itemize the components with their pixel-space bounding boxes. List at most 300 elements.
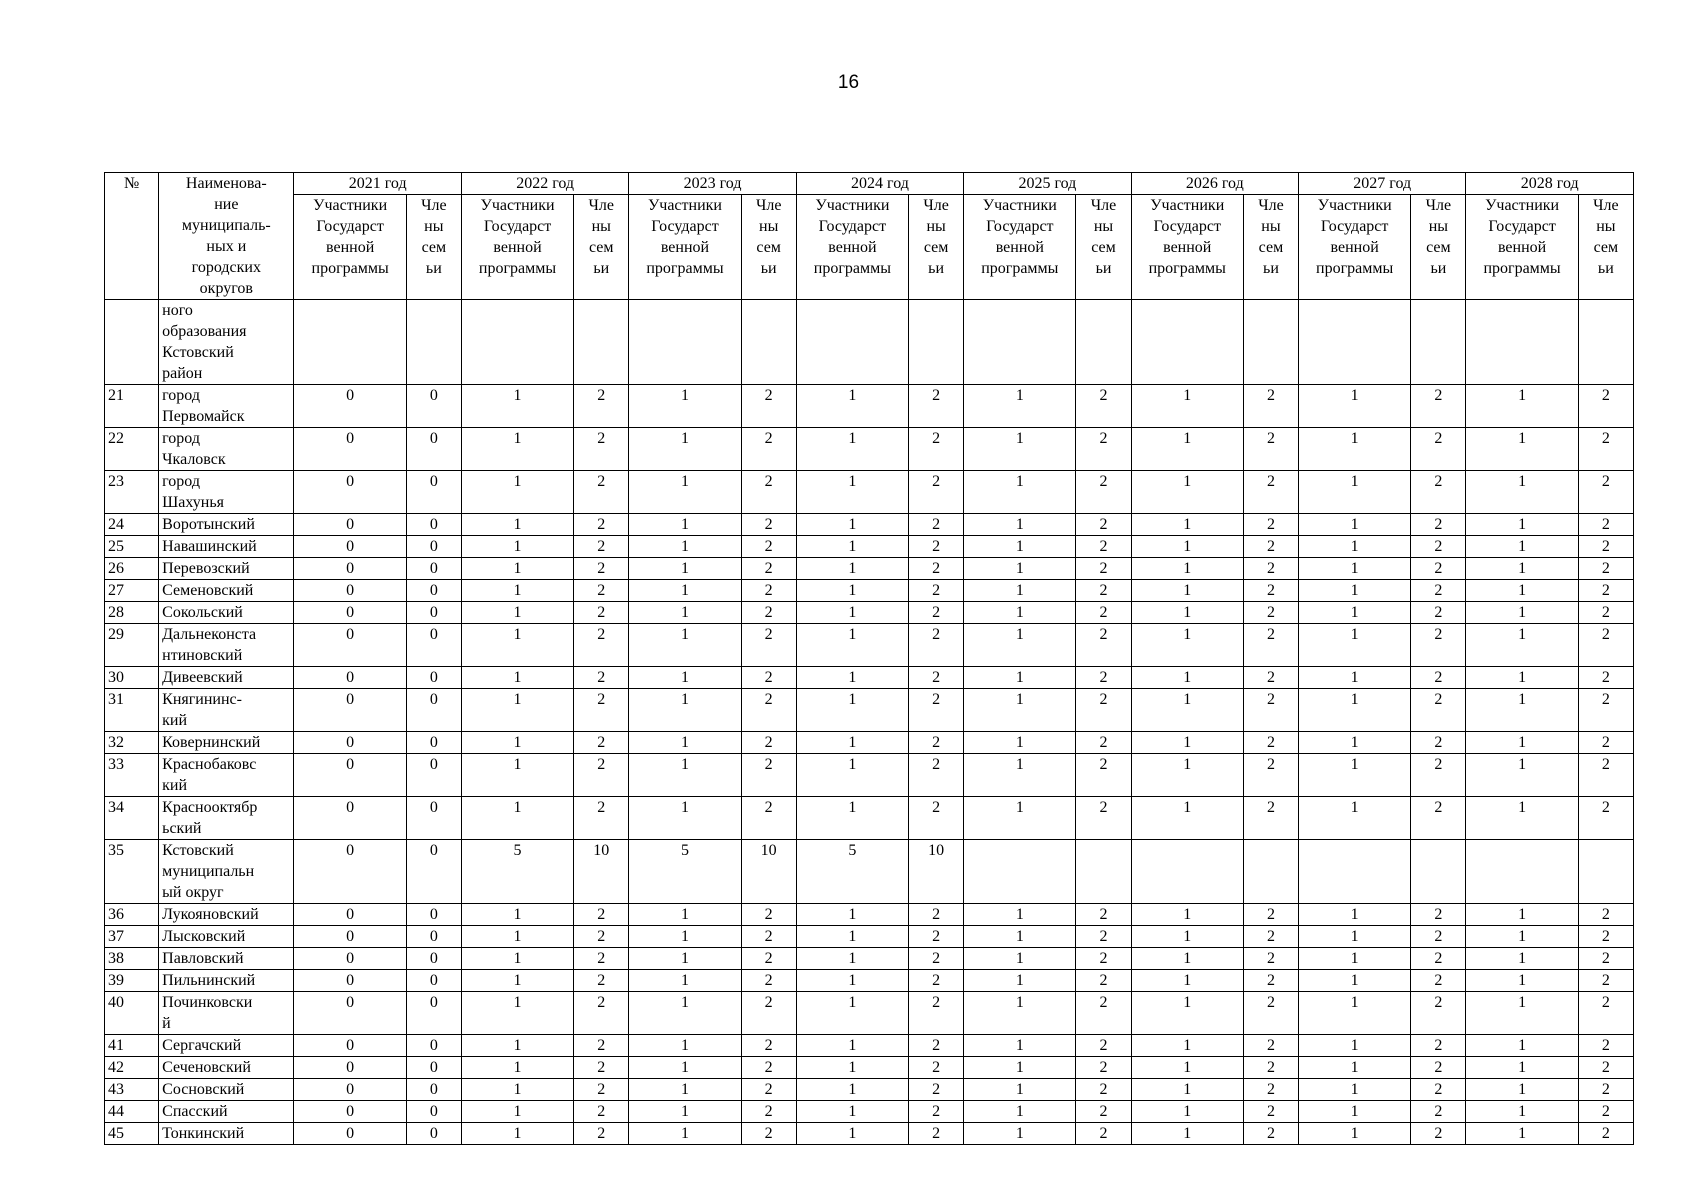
participants-value: 1 xyxy=(964,558,1076,580)
family-members-value: 10 xyxy=(909,840,964,904)
participants-value: 1 xyxy=(1131,754,1243,797)
participants-value: 1 xyxy=(1299,624,1411,667)
family-members-value: 2 xyxy=(1578,754,1633,797)
participants-value: 1 xyxy=(629,689,741,732)
family-members-value: 0 xyxy=(406,1035,461,1057)
table-row xyxy=(105,840,1634,904)
family-members-value: 2 xyxy=(909,992,964,1035)
family-members-value: 2 xyxy=(1076,689,1131,732)
family-members-value: 2 xyxy=(909,602,964,624)
participants-value: 1 xyxy=(796,797,908,840)
participants-value: 1 xyxy=(1299,1079,1411,1101)
family-members-value: 0 xyxy=(406,558,461,580)
participants-value: 1 xyxy=(1299,514,1411,536)
participants-value: 1 xyxy=(1299,428,1411,471)
family-members-value: 2 xyxy=(909,1101,964,1123)
family-members-value: 2 xyxy=(741,1057,796,1079)
municipality-name: Починковски й xyxy=(159,992,294,1035)
participants-value: 1 xyxy=(629,385,741,428)
family-members-value: 2 xyxy=(1243,558,1298,580)
row-number: 22 xyxy=(105,428,159,471)
participants-value: 1 xyxy=(796,1101,908,1123)
participants-value: 0 xyxy=(294,428,406,471)
participants-value: 0 xyxy=(294,732,406,754)
participants-value: 0 xyxy=(294,558,406,580)
participants-value: 1 xyxy=(1131,1079,1243,1101)
participants-value: 1 xyxy=(461,689,573,732)
family-members-value: 0 xyxy=(406,732,461,754)
participants-value: 1 xyxy=(1466,514,1578,536)
participants-value: 1 xyxy=(1466,797,1578,840)
participants-value: 1 xyxy=(1466,602,1578,624)
family-members-value xyxy=(1076,300,1131,385)
table-row xyxy=(105,667,1634,689)
municipality-name: Семеновский xyxy=(159,580,294,602)
family-members-value: 0 xyxy=(406,580,461,602)
family-members-value: 2 xyxy=(909,732,964,754)
family-members-value: 2 xyxy=(1076,948,1131,970)
table-row xyxy=(105,754,1634,797)
family-members-value: 2 xyxy=(1411,536,1466,558)
family-members-value: 2 xyxy=(909,558,964,580)
participants-value: 1 xyxy=(964,1123,1076,1145)
participants-value: 0 xyxy=(294,970,406,992)
family-members-value: 2 xyxy=(1578,428,1633,471)
participants-value: 1 xyxy=(629,667,741,689)
family-members-value: 2 xyxy=(1578,385,1633,428)
participants-value: 1 xyxy=(964,992,1076,1035)
participants-value: 1 xyxy=(1131,558,1243,580)
row-number: 27 xyxy=(105,580,159,602)
participants-value: 1 xyxy=(796,514,908,536)
participants-value: 1 xyxy=(1466,992,1578,1035)
participants-value: 1 xyxy=(629,754,741,797)
participants-value: 1 xyxy=(1131,970,1243,992)
family-members-value: 2 xyxy=(909,580,964,602)
participants-value: 1 xyxy=(964,970,1076,992)
family-members-value: 2 xyxy=(1411,992,1466,1035)
family-members-value: 2 xyxy=(1578,948,1633,970)
family-members-value: 2 xyxy=(1076,732,1131,754)
participants-value xyxy=(1131,840,1243,904)
participants-value: 1 xyxy=(1466,471,1578,514)
family-members-value: 2 xyxy=(574,1057,629,1079)
participants-value: 1 xyxy=(796,471,908,514)
row-number: 24 xyxy=(105,514,159,536)
family-members-value: 2 xyxy=(1411,514,1466,536)
row-number: 36 xyxy=(105,904,159,926)
participants-value: 1 xyxy=(1131,602,1243,624)
table-row xyxy=(105,992,1634,1035)
table-row xyxy=(105,471,1634,514)
municipality-name: Краснобаковс кий xyxy=(159,754,294,797)
municipality-name: Сергачский xyxy=(159,1035,294,1057)
family-members-value: 2 xyxy=(1411,602,1466,624)
participants-value: 1 xyxy=(796,624,908,667)
family-members-value xyxy=(1578,300,1633,385)
family-members-value: 2 xyxy=(574,536,629,558)
participants-value: 0 xyxy=(294,385,406,428)
family-members-value: 2 xyxy=(1411,926,1466,948)
family-members-value: 2 xyxy=(1411,754,1466,797)
municipality-name: Лысковский xyxy=(159,926,294,948)
row-number: 42 xyxy=(105,1057,159,1079)
participants-value: 1 xyxy=(1466,948,1578,970)
family-members-value: 0 xyxy=(406,689,461,732)
family-members-value: 2 xyxy=(574,514,629,536)
participants-value: 0 xyxy=(294,992,406,1035)
family-members-value: 2 xyxy=(1243,471,1298,514)
family-members-value: 2 xyxy=(1578,558,1633,580)
family-members-value xyxy=(909,300,964,385)
family-members-value: 2 xyxy=(741,1123,796,1145)
header-family-members: Чле ны сем ьи xyxy=(1578,195,1633,300)
municipality-name: Спасский xyxy=(159,1101,294,1123)
participants-value: 1 xyxy=(1299,667,1411,689)
participants-value: 1 xyxy=(1131,732,1243,754)
participants-value: 1 xyxy=(796,970,908,992)
family-members-value: 2 xyxy=(741,1079,796,1101)
participants-value: 1 xyxy=(796,1123,908,1145)
family-members-value: 2 xyxy=(1243,1035,1298,1057)
row-number: 25 xyxy=(105,536,159,558)
municipality-name: город Чкаловск xyxy=(159,428,294,471)
family-members-value: 2 xyxy=(1578,1101,1633,1123)
family-members-value: 2 xyxy=(574,558,629,580)
participants-value: 1 xyxy=(461,580,573,602)
family-members-value: 2 xyxy=(741,948,796,970)
header-family-members: Чле ны сем ьи xyxy=(406,195,461,300)
municipality-name: Дальнеконста нтиновский xyxy=(159,624,294,667)
participants-value: 0 xyxy=(294,904,406,926)
participants-value: 1 xyxy=(964,689,1076,732)
participants-value: 1 xyxy=(1466,1057,1578,1079)
row-number: 23 xyxy=(105,471,159,514)
family-members-value: 2 xyxy=(909,514,964,536)
family-members-value: 2 xyxy=(1243,602,1298,624)
family-members-value: 2 xyxy=(741,536,796,558)
header-row-subcolumns xyxy=(105,195,1634,300)
participants-value: 1 xyxy=(796,689,908,732)
header-year: 2028 год xyxy=(1466,173,1634,195)
participants-value xyxy=(1299,300,1411,385)
participants-value: 1 xyxy=(964,471,1076,514)
table-row xyxy=(105,797,1634,840)
participants-value: 1 xyxy=(1131,1057,1243,1079)
family-members-value: 2 xyxy=(1578,970,1633,992)
participants-value: 1 xyxy=(1299,797,1411,840)
participants-value: 0 xyxy=(294,926,406,948)
row-number: 41 xyxy=(105,1035,159,1057)
participants-value: 1 xyxy=(461,1101,573,1123)
participants-value: 1 xyxy=(1299,385,1411,428)
family-members-value: 2 xyxy=(1243,992,1298,1035)
participants-value: 1 xyxy=(964,667,1076,689)
participants-value xyxy=(1131,300,1243,385)
family-members-value: 2 xyxy=(741,797,796,840)
municipality-name: Кстовский муниципальн ый округ xyxy=(159,840,294,904)
participants-value: 1 xyxy=(461,1057,573,1079)
participants-value: 1 xyxy=(629,602,741,624)
header-family-members: Чле ны сем ьи xyxy=(1076,195,1131,300)
family-members-value: 2 xyxy=(1076,754,1131,797)
participants-value: 0 xyxy=(294,602,406,624)
family-members-value: 2 xyxy=(1243,689,1298,732)
family-members-value: 2 xyxy=(1243,904,1298,926)
family-members-value: 2 xyxy=(741,754,796,797)
family-members-value: 2 xyxy=(1076,580,1131,602)
row-number: 33 xyxy=(105,754,159,797)
participants-value: 0 xyxy=(294,948,406,970)
family-members-value: 2 xyxy=(1411,385,1466,428)
family-members-value: 2 xyxy=(574,754,629,797)
family-members-value: 2 xyxy=(741,602,796,624)
row-number: 26 xyxy=(105,558,159,580)
family-members-value: 2 xyxy=(574,797,629,840)
family-members-value: 2 xyxy=(741,1035,796,1057)
participants-value: 1 xyxy=(1466,580,1578,602)
table-row xyxy=(105,1101,1634,1123)
municipality-name: Дивеевский xyxy=(159,667,294,689)
family-members-value: 0 xyxy=(406,1101,461,1123)
family-members-value xyxy=(1578,840,1633,904)
family-members-value: 2 xyxy=(741,385,796,428)
family-members-value: 0 xyxy=(406,948,461,970)
family-members-value xyxy=(574,300,629,385)
family-members-value: 2 xyxy=(574,948,629,970)
participants-value: 1 xyxy=(964,797,1076,840)
participants-value: 1 xyxy=(1299,602,1411,624)
family-members-value: 2 xyxy=(741,471,796,514)
participants-value: 1 xyxy=(1299,471,1411,514)
family-members-value: 2 xyxy=(1243,1123,1298,1145)
participants-value: 1 xyxy=(1299,970,1411,992)
family-members-value: 2 xyxy=(1076,667,1131,689)
family-members-value: 2 xyxy=(1076,1123,1131,1145)
family-members-value: 2 xyxy=(1243,926,1298,948)
participants-value: 1 xyxy=(796,1057,908,1079)
family-members-value: 0 xyxy=(406,1123,461,1145)
participants-value: 1 xyxy=(796,948,908,970)
participants-value: 0 xyxy=(294,624,406,667)
participants-value: 1 xyxy=(629,536,741,558)
family-members-value: 2 xyxy=(1578,1123,1633,1145)
municipality-name: город Первомайск xyxy=(159,385,294,428)
participants-value: 1 xyxy=(461,732,573,754)
header-family-members: Чле ны сем ьи xyxy=(1411,195,1466,300)
family-members-value: 2 xyxy=(1578,689,1633,732)
header-row-years xyxy=(105,173,1634,195)
header-participants: Участники Государст венной программы xyxy=(461,195,573,300)
family-members-value: 2 xyxy=(574,970,629,992)
participants-value: 1 xyxy=(461,754,573,797)
family-members-value: 2 xyxy=(1578,992,1633,1035)
participants-value: 1 xyxy=(1131,428,1243,471)
family-members-value: 0 xyxy=(406,536,461,558)
participants-value: 1 xyxy=(1131,689,1243,732)
participants-value: 1 xyxy=(964,624,1076,667)
participants-value: 1 xyxy=(629,1101,741,1123)
family-members-value: 2 xyxy=(1076,428,1131,471)
participants-value: 0 xyxy=(294,536,406,558)
family-members-value: 2 xyxy=(1411,732,1466,754)
participants-value: 1 xyxy=(461,904,573,926)
participants-value: 1 xyxy=(1131,385,1243,428)
participants-value: 1 xyxy=(1466,536,1578,558)
family-members-value xyxy=(406,300,461,385)
municipality-name: Воротынский xyxy=(159,514,294,536)
family-members-value: 2 xyxy=(574,667,629,689)
participants-value: 1 xyxy=(461,948,573,970)
family-members-value xyxy=(1243,840,1298,904)
family-members-value: 2 xyxy=(1243,1057,1298,1079)
participants-value: 1 xyxy=(461,1079,573,1101)
participants-value: 1 xyxy=(1131,667,1243,689)
participants-value: 1 xyxy=(629,926,741,948)
family-members-value: 2 xyxy=(1578,1079,1633,1101)
participants-value: 1 xyxy=(629,732,741,754)
participants-value: 1 xyxy=(1299,1035,1411,1057)
family-members-value: 2 xyxy=(574,385,629,428)
participants-value: 1 xyxy=(964,1057,1076,1079)
participants-value: 1 xyxy=(1131,580,1243,602)
row-number: 40 xyxy=(105,992,159,1035)
participants-value: 1 xyxy=(1299,1123,1411,1145)
family-members-value: 2 xyxy=(574,1079,629,1101)
participants-value: 1 xyxy=(461,992,573,1035)
family-members-value: 2 xyxy=(741,624,796,667)
participants-value: 1 xyxy=(796,580,908,602)
family-members-value: 2 xyxy=(1411,904,1466,926)
family-members-value: 2 xyxy=(741,970,796,992)
municipality-name: Краснооктябр ьский xyxy=(159,797,294,840)
family-members-value: 0 xyxy=(406,428,461,471)
participants-value: 1 xyxy=(1131,514,1243,536)
family-members-value: 2 xyxy=(1578,797,1633,840)
header-year: 2021 год xyxy=(294,173,461,195)
row-number: 45 xyxy=(105,1123,159,1145)
family-members-value: 2 xyxy=(909,536,964,558)
family-members-value: 2 xyxy=(1243,580,1298,602)
header-participants: Участники Государст венной программы xyxy=(1299,195,1411,300)
table-row xyxy=(105,536,1634,558)
table-row xyxy=(105,970,1634,992)
participants-value: 1 xyxy=(796,428,908,471)
participants-value xyxy=(1299,840,1411,904)
municipality-name: Княгининс- кий xyxy=(159,689,294,732)
participants-value: 1 xyxy=(964,754,1076,797)
family-members-value: 2 xyxy=(574,904,629,926)
family-members-value: 0 xyxy=(406,754,461,797)
participants-value: 0 xyxy=(294,514,406,536)
family-members-value: 2 xyxy=(574,602,629,624)
family-members-value: 2 xyxy=(1076,970,1131,992)
participants-value: 1 xyxy=(1131,1101,1243,1123)
table-row xyxy=(105,1123,1634,1145)
family-members-value: 2 xyxy=(1076,904,1131,926)
row-number: 21 xyxy=(105,385,159,428)
family-members-value: 2 xyxy=(1243,732,1298,754)
family-members-value: 2 xyxy=(741,992,796,1035)
header-year: 2023 год xyxy=(629,173,796,195)
family-members-value: 2 xyxy=(909,667,964,689)
header-participants: Участники Государст венной программы xyxy=(629,195,741,300)
family-members-value: 2 xyxy=(909,624,964,667)
participants-value: 1 xyxy=(1299,992,1411,1035)
participants-value xyxy=(964,300,1076,385)
family-members-value: 2 xyxy=(1076,992,1131,1035)
participants-value: 1 xyxy=(796,1035,908,1057)
family-members-value: 2 xyxy=(1243,624,1298,667)
participants-value: 1 xyxy=(964,514,1076,536)
row-number: 37 xyxy=(105,926,159,948)
family-members-value: 2 xyxy=(1076,558,1131,580)
participants-value: 1 xyxy=(796,536,908,558)
header-year: 2027 год xyxy=(1299,173,1466,195)
family-members-value: 2 xyxy=(1243,667,1298,689)
family-members-value: 2 xyxy=(909,471,964,514)
participants-value: 1 xyxy=(1299,1057,1411,1079)
family-members-value: 2 xyxy=(1243,536,1298,558)
family-members-value: 2 xyxy=(1411,1035,1466,1057)
participants-value: 1 xyxy=(1131,948,1243,970)
participants-value: 0 xyxy=(294,797,406,840)
participants-value: 0 xyxy=(294,471,406,514)
family-members-value xyxy=(741,300,796,385)
participants-value: 1 xyxy=(964,428,1076,471)
participants-value: 1 xyxy=(796,904,908,926)
municipality-name: Сеченовский xyxy=(159,1057,294,1079)
participants-value: 1 xyxy=(629,471,741,514)
family-members-value: 2 xyxy=(1578,471,1633,514)
family-members-value: 2 xyxy=(1411,1101,1466,1123)
municipality-name: Перевозский xyxy=(159,558,294,580)
family-members-value: 10 xyxy=(574,840,629,904)
family-members-value: 2 xyxy=(909,385,964,428)
participants-value: 1 xyxy=(796,667,908,689)
row-number: 38 xyxy=(105,948,159,970)
participants-value: 1 xyxy=(1131,926,1243,948)
participants-value: 1 xyxy=(1299,948,1411,970)
participants-value: 1 xyxy=(964,580,1076,602)
table-row xyxy=(105,300,1634,385)
participants-value: 1 xyxy=(461,471,573,514)
family-members-value: 2 xyxy=(1578,732,1633,754)
participants-value: 1 xyxy=(964,602,1076,624)
participants-value: 1 xyxy=(964,926,1076,948)
family-members-value: 2 xyxy=(909,970,964,992)
family-members-value: 2 xyxy=(1076,385,1131,428)
family-members-value: 2 xyxy=(741,1101,796,1123)
family-members-value: 2 xyxy=(574,1101,629,1123)
family-members-value: 2 xyxy=(741,580,796,602)
family-members-value: 2 xyxy=(1243,754,1298,797)
municipality-name: Тонкинский xyxy=(159,1123,294,1145)
family-members-value: 2 xyxy=(1243,428,1298,471)
participants-value: 1 xyxy=(629,904,741,926)
family-members-value: 2 xyxy=(741,904,796,926)
participants-value: 1 xyxy=(1466,1079,1578,1101)
family-members-value: 2 xyxy=(741,667,796,689)
family-members-value: 2 xyxy=(909,948,964,970)
participants-value: 1 xyxy=(1131,992,1243,1035)
family-members-value: 2 xyxy=(1411,580,1466,602)
participants-value: 1 xyxy=(1466,689,1578,732)
row-number: 31 xyxy=(105,689,159,732)
participants-value: 1 xyxy=(1131,624,1243,667)
family-members-value: 2 xyxy=(1243,1101,1298,1123)
participants-value: 1 xyxy=(796,1079,908,1101)
